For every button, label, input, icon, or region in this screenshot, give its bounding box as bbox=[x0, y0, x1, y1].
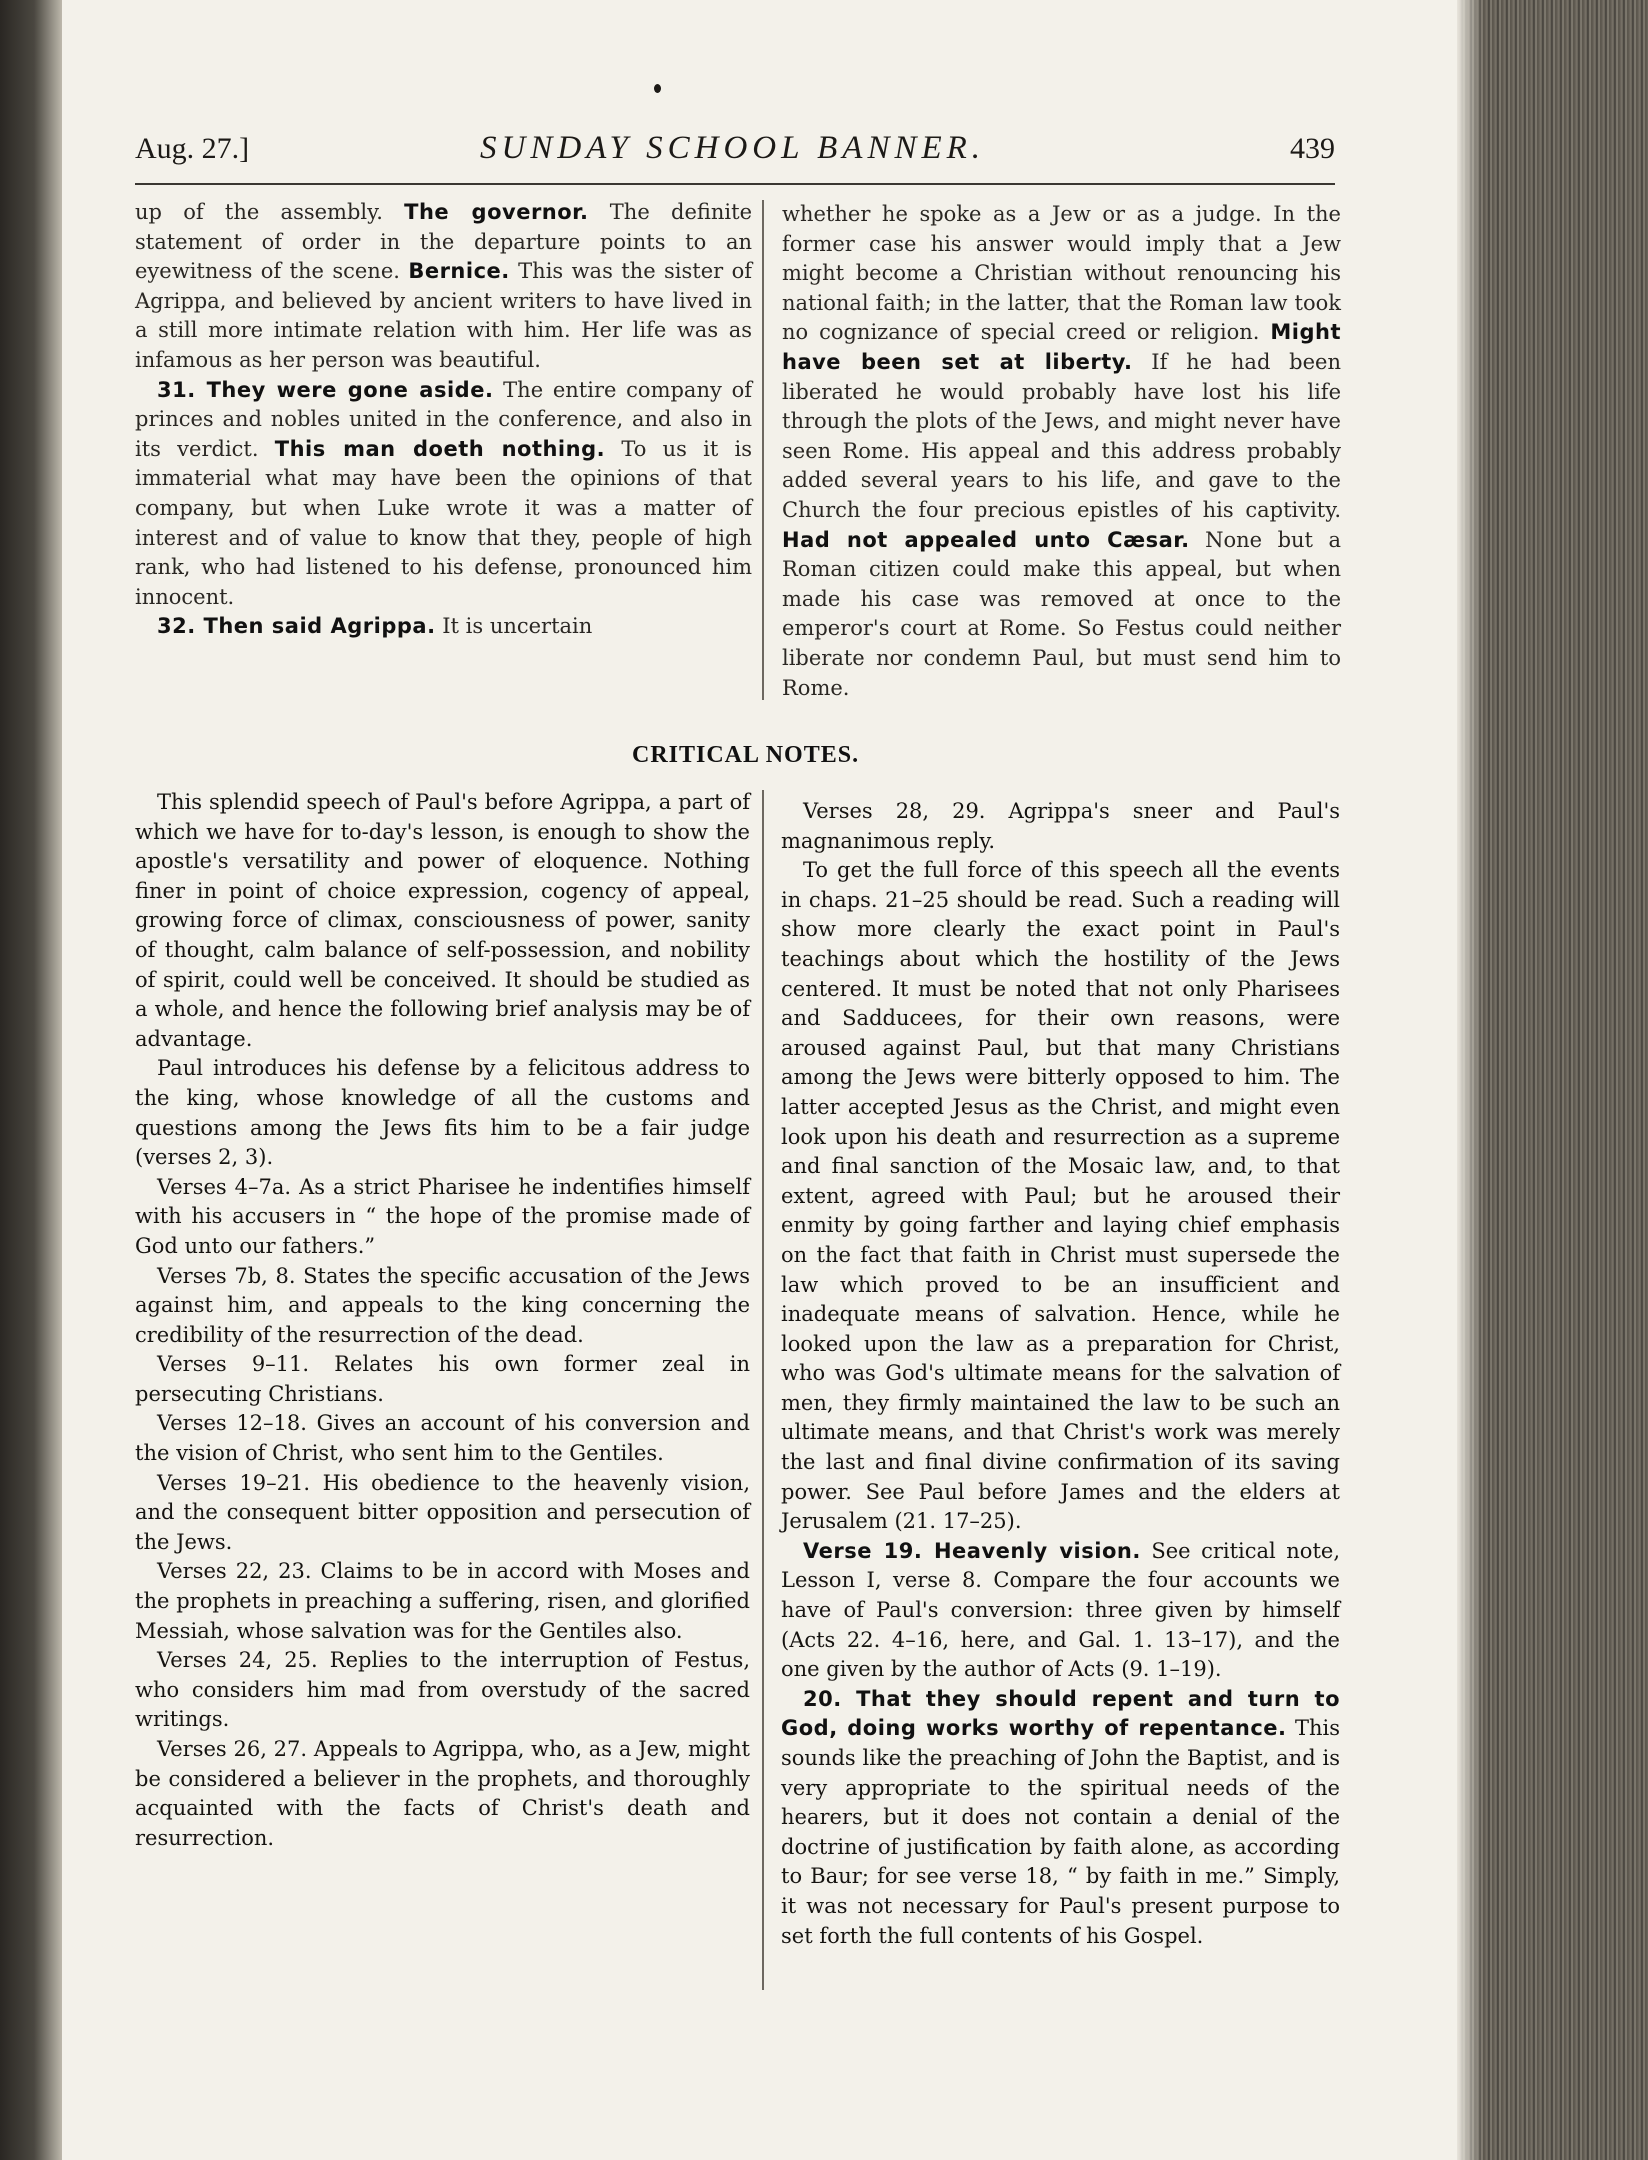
paragraph bbox=[135, 612, 752, 642]
paragraph: Verses 7b, 8. States the specific accusation of the Jews against him, and appeals to the king concerning the credibility of the resurrection of the dead. bbox=[135, 1263, 750, 1347]
paragraph: This splendid speech of Paul's before Agrippa, a part of which we have for to-day's lesson, is enough to show the apostle's versatility and power of eloquence. Nothing finer in point of choice expression, cogency of appeal, growing force of climax, consciousness of power, sanity of thought, calm balance of self-possession, and nobility of spirit, could well be conceived. It should be studied as a whole, and hence the following brief analysis may be of advantage. bbox=[135, 790, 750, 1051]
text-run: The definite statement of order in the departure points to an eyewitness of the scene. bbox=[135, 200, 752, 284]
paragraph: Verses 24, 25. Replies to the interruption of Festus, who considers him mad from overstudy of the sacred writings. bbox=[135, 1648, 750, 1732]
text-run: See critical note, Lesson I, verse 8. Compare the four accounts we have of Paul's conversion: three given by himself (Acts 22. 4–16, here, and Gal. 1. 13–17), and the one given by the author of Acts (9. 1–19). bbox=[781, 1538, 1340, 1682]
bold-term: Had not appealed unto Cæsar. bbox=[782, 527, 1190, 552]
paragraph: Paul introduces his defense by a felicitous address to the king, whose knowledge of all the customs and questions among the Jews fits him to be a fair judge (verses 2, 3). bbox=[135, 1056, 750, 1170]
column-divider bbox=[762, 790, 764, 1990]
paragraph: Verses 4–7a. As a strict Pharisee he indentifies himself with his accusers in “ the hope of the promise made of God unto our fathers.” bbox=[135, 1174, 750, 1258]
text-run: To us it is immaterial what may have been the opinions of that company, but when Luke wrote it was a matter of interest and of value to know that they, people of high rank, who had listened to his defense, pronounced him innocent. bbox=[135, 436, 753, 609]
column-divider bbox=[762, 200, 764, 700]
paragraph: Verses 28, 29. Agrippa's sneer and Paul's magnanimous reply. bbox=[781, 799, 1340, 853]
text-run: If he had been liberated he would probably have lost his life through the plots of the Jews, and might never have seen Rome. His appeal and this address probably added several years to his life, and gave to the Church the four precious epistles of his captivity. bbox=[782, 349, 1341, 522]
text-run: None but a Roman citizen could make this appeal, but when made his case was removed at once to the emperor's court at Rome. So Festus could neither liberate nor condemn Paul, but must send him to Rome. bbox=[782, 527, 1341, 700]
ink-dot bbox=[654, 84, 661, 93]
paragraph bbox=[781, 1685, 1340, 1951]
paragraph bbox=[135, 198, 752, 376]
notes-left-column bbox=[135, 788, 750, 1853]
paragraph bbox=[135, 376, 752, 613]
running-header bbox=[135, 126, 1335, 178]
paragraph: Verses 26, 27. Appeals to Agrippa, who, as a Jew, might be considered a believer in the prophets, and thoroughly acquainted with the facts of Christ's death and resurrection. bbox=[135, 1737, 750, 1850]
text-run: up of the assembly. bbox=[135, 200, 405, 224]
paragraph: Verses 12–18. Gives an account of his conversion and the vision of Christ, who sent him to the Gentiles. bbox=[135, 1411, 750, 1466]
header-date: Aug. 27.] bbox=[135, 132, 250, 165]
top-right-column bbox=[782, 200, 1341, 703]
bold-term: 32. Then said Agrippa. bbox=[157, 614, 436, 639]
paragraph: Verses 19–21. His obedience to the heavenly vision, and the consequent bitter opposition and persecution of the Jews. bbox=[135, 1470, 750, 1554]
page-number: 439 bbox=[1290, 132, 1335, 165]
text-run: It is uncertain bbox=[435, 614, 593, 639]
section-title: CRITICAL NOTES. bbox=[632, 742, 860, 768]
top-left-column bbox=[135, 198, 752, 642]
text-run: The entire company of princes and nobles united in the conference, and also in its verdict. bbox=[135, 377, 752, 461]
paragraph: Verses 9–11. Relates his own former zeal in persecuting Christians. bbox=[135, 1352, 750, 1406]
bold-term: Verse 19. Heavenly vision. bbox=[803, 1538, 1141, 1563]
header-title: SUNDAY SCHOOL BANNER. bbox=[480, 130, 986, 166]
page-fore-edge bbox=[1457, 0, 1648, 2160]
bold-term: 20. That they should repent and turn to God, doing works worthy of repentance. bbox=[781, 1686, 1340, 1741]
notes-right-column bbox=[781, 797, 1340, 1951]
paragraph: To get the full force of this speech all the events in chaps. 21–25 should be read. Such a reading will show more clearly the exact point in Paul's teachings about which the hostility of the Jews centered. It must be noted that not only Pharisees and Sadducees, for their own reasons, were aroused against Paul, but that many Christians among the Jews were bitterly opposed to him. The latter accepted Jesus as the Christ, and might even look upon his death and resurrection as a supreme and final sanction of the Mosaic law, and, to that extent, agreed with Paul; but he aroused their enmity by going farther and laying chief emphasis on the fact that faith in Christ must supersede the law which proved to be an insufficient and inadequate means of salvation. Hence, while he looked upon the law as a preparation for Christ, who was God's ultimate means for the salvation of men, they firmly maintained the law to be such an ultimate means, and that Christ's work was merely the last and final divine confirmation of its saving power. See Paul before James and the elders at Jerusalem (21. 17–25). bbox=[781, 858, 1340, 1534]
bold-term: This man doeth nothing. bbox=[274, 436, 606, 461]
bold-term: Might have been set at liberty. bbox=[782, 320, 1341, 374]
paragraph bbox=[781, 1537, 1340, 1685]
paragraph: Verses 22, 23. Claims to be in accord with Moses and the prophets in preaching a suffering, risen, and glorified Messiah, whose salvation was for the Gentiles also. bbox=[135, 1559, 750, 1643]
paragraph bbox=[782, 200, 1341, 703]
bold-term: 31. They were gone aside. bbox=[157, 377, 494, 402]
text-run: whether he spoke as a Jew or as a judge. In the former case his answer would imply that a Jew might become a Christian without renouncing his national faith; in the latter, that the Roman law took no cognizance of special creed or religion. bbox=[782, 202, 1341, 345]
text-run: This sounds like the preaching of John the Baptist, and is very appropriate to the spiritual needs of the hearers, but it does not contain a denial of the doctrine of justification by faith alone, as according to Baur; for see verse 18, “ by faith in me.” Simply, it was not necessary for Paul's present purpose to set forth the full contents of his Gospel. bbox=[781, 1716, 1340, 1948]
text-run: This was the sister of Agrippa, and believed by ancient writers to have lived in a still more intimate relation with him. Her life was as infamous as her person was beautiful. bbox=[135, 259, 752, 372]
header-rule bbox=[135, 183, 1335, 185]
bold-term: Bernice. bbox=[408, 259, 510, 284]
bold-term: The governor. bbox=[404, 200, 589, 224]
scan-binding-edge bbox=[0, 0, 62, 2160]
